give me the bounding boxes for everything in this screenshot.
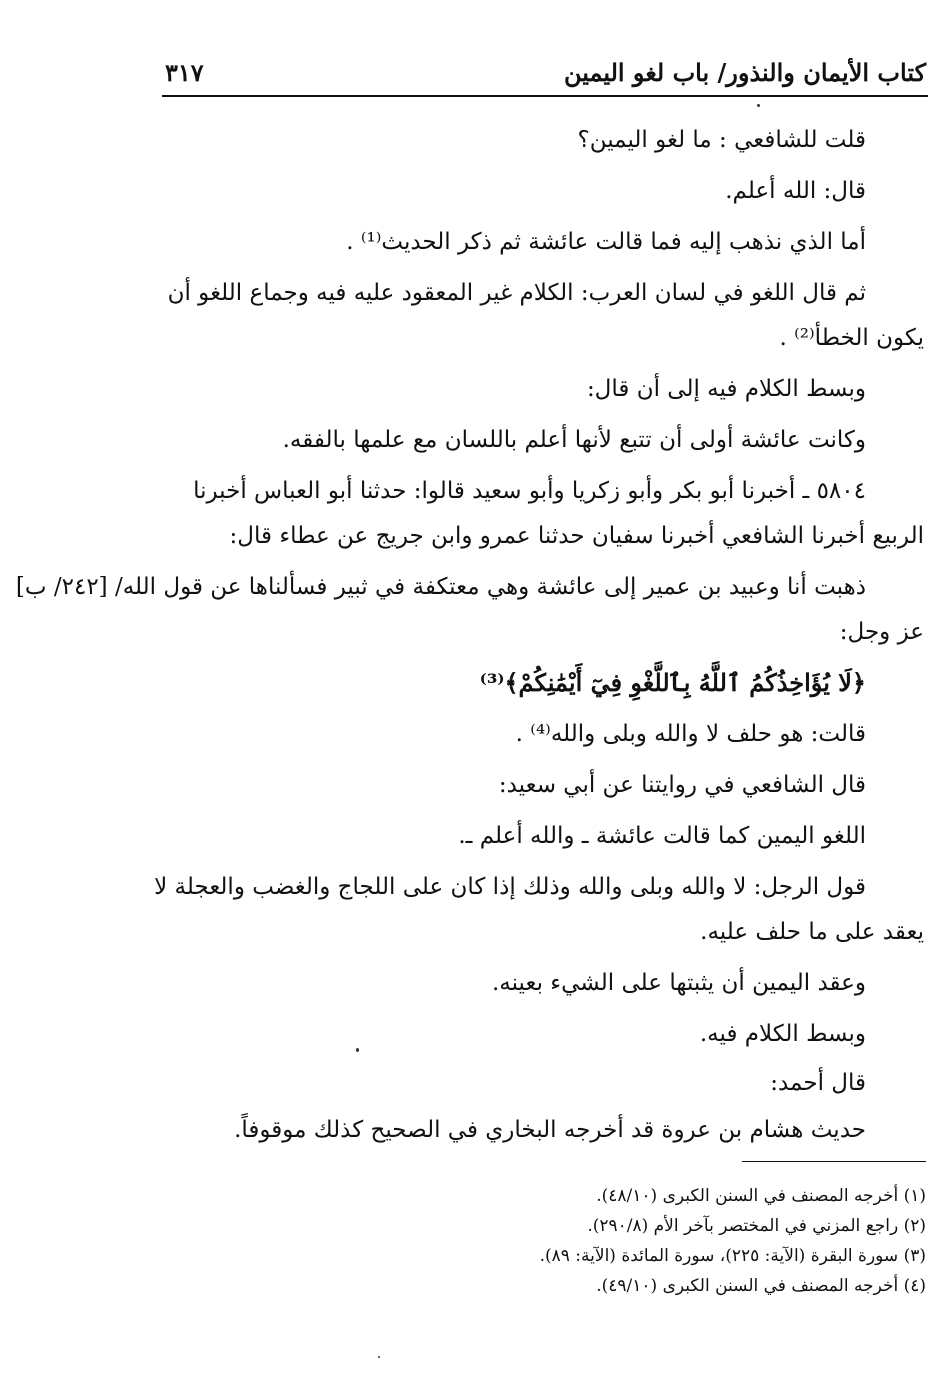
header-rule xyxy=(162,95,928,97)
footnote: (٢) راجع المزني في المختصر بآخر الأم (٢٩٠/٨). xyxy=(587,1216,926,1236)
hadith-number-line: ٥٨٠٤ ـ أخبرنا أبو بكر وأبو زكريا وأبو سعيد قالوا: حدثنا أبو العباس أخبرنا xyxy=(193,478,866,504)
running-header-title: كتاب الأيمان والنذور/ باب لغو اليمين xyxy=(563,58,926,87)
text-line: اللغو اليمين كما قالت عائشة ـ والله أعلم ـ. xyxy=(458,823,866,849)
text-line: قالت: هو حلف لا والله وبلى والله⁽⁴⁾ . xyxy=(515,721,866,747)
page-number: ٣١٧ xyxy=(165,58,204,87)
text-line: حديث هشام بن عروة قد أخرجه البخاري في الصحيح كذلك موقوفاً. xyxy=(234,1117,866,1143)
footnote: (٣) سورة البقرة (الآية: ٢٢٥)، سورة المائدة (الآية: ٨٩). xyxy=(539,1246,926,1266)
footnote: (١) أخرجه المصنف في السنن الكبرى (٤٨/١٠). xyxy=(596,1186,926,1206)
scan-speck xyxy=(757,104,760,107)
text-line: يعقد على ما حلف عليه. xyxy=(700,919,924,945)
text-line: قال أحمد: xyxy=(770,1070,866,1096)
text-line: وبسط الكلام فيه إلى أن قال: xyxy=(586,376,866,402)
text-line: وعقد اليمين أن يثبتها على الشيء بعينه. xyxy=(491,970,866,996)
text-line: وكانت عائشة أولى أن تتبع لأنها أعلم باللسان مع علمها بالفقه. xyxy=(282,427,866,453)
text-line: قال الشافعي في روايتنا عن أبي سعيد: xyxy=(498,772,866,798)
text-line: ذهبت أنا وعبيد بن عمير إلى عائشة وهي معتكفة في ثبير فسألناها عن قول الله/ [٢٤٢/ ب] xyxy=(15,574,866,600)
text-line: عز وجل: xyxy=(839,619,924,645)
footnote: (٤) أخرجه المصنف في السنن الكبرى (٤٩/١٠). xyxy=(596,1276,926,1296)
text-line: يكون الخطأ⁽²⁾ . xyxy=(779,325,924,351)
text-line: قال: الله أعلم. xyxy=(725,178,866,204)
text-line: ثم قال اللغو في لسان العرب: الكلام غير المعقود عليه فيه وجماع اللغو أن xyxy=(167,280,866,306)
text-line: قول الرجل: لا والله وبلى والله وذلك إذا كان على اللجاج والغضب والعجلة لا xyxy=(154,874,866,900)
scan-speck xyxy=(356,1048,359,1052)
text-line: الربيع أخبرنا الشافعي أخبرنا سفيان حدثنا عمرو وابن جريج عن عطاء قال: xyxy=(229,523,924,549)
quran-verse: ﴿لَا يُؤَاخِذُكُمُ ٱللَّهُ بِٱللَّغْوِ فِيٓ أَيْمَٰنِكُمْ﴾⁽³⁾ xyxy=(479,668,866,697)
footnote-rule xyxy=(742,1161,926,1162)
text-line: وبسط الكلام فيه. xyxy=(699,1021,866,1047)
text-line: قلت للشافعي : ما لغو اليمين؟ xyxy=(577,127,866,153)
text-line: أما الذي نذهب إليه فما قالت عائشة ثم ذكر الحديث⁽¹⁾ . xyxy=(346,229,866,255)
scan-speck xyxy=(378,1356,380,1358)
